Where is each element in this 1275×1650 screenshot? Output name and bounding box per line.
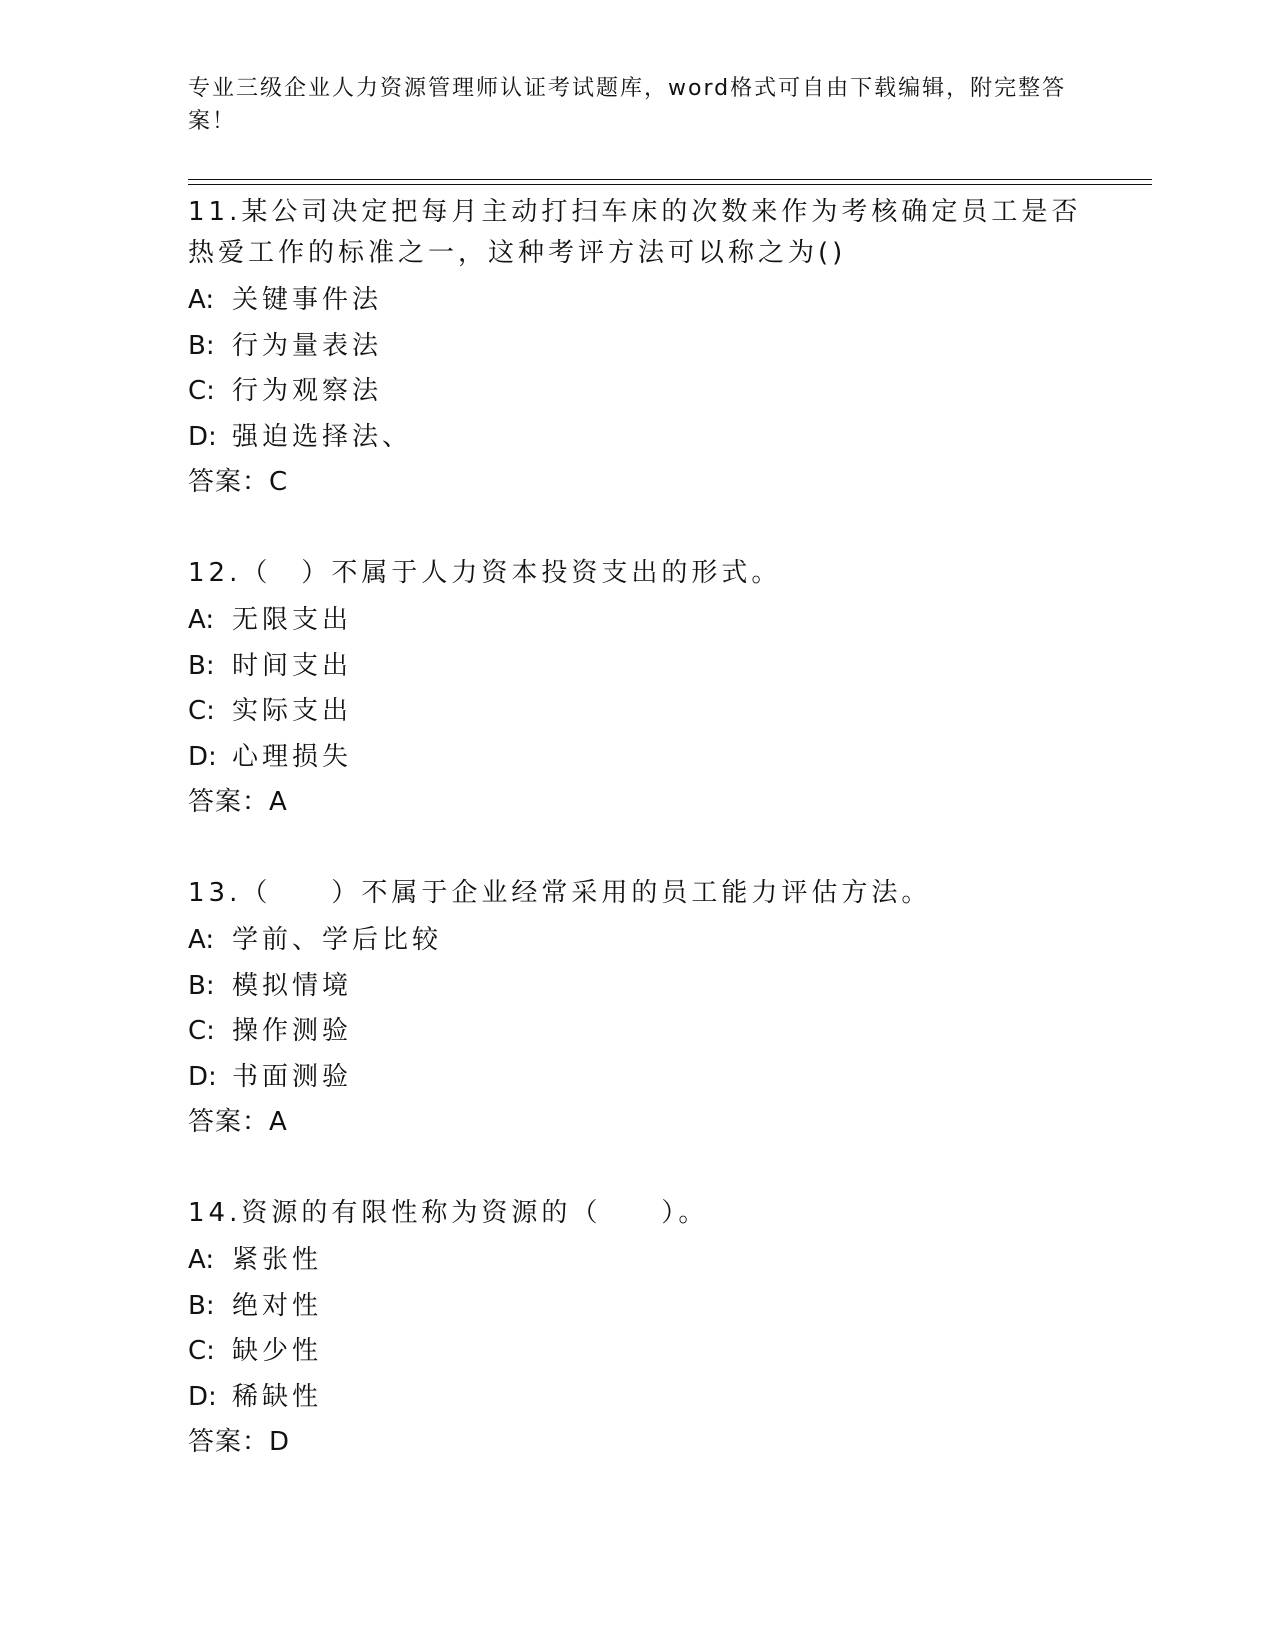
option-letter: D: [188, 421, 217, 452]
option-letter: A: [188, 1245, 215, 1275]
option-c [188, 369, 1088, 415]
question-stem: 14.资源的有限性称为资源的（ ）。 [188, 1198, 709, 1228]
question-14 [188, 1191, 1088, 1465]
option-c [188, 1329, 1088, 1375]
option-letter: B: [188, 970, 215, 1001]
option-a [188, 598, 1088, 644]
document-header: 专业三级企业人力资源管理师认证考试题库，word格式可自由下载编辑，附完整答案！ [188, 76, 1067, 134]
option-letter: B: [188, 650, 215, 681]
header-divider-bottom [188, 184, 1152, 185]
option-b [188, 324, 1088, 370]
question-13 [188, 871, 1088, 1145]
option-text: 书面测验 [232, 1061, 353, 1092]
option-d [188, 1055, 1088, 1101]
option-c [188, 1009, 1088, 1055]
option-text: 强迫选择法、 [232, 421, 413, 452]
answer-line: 答案：C [188, 467, 289, 497]
question-stem: 13.（ ）不属于企业经常采用的员工能力评估方法。 [188, 878, 932, 908]
option-c [188, 689, 1088, 735]
option-b [188, 1284, 1088, 1330]
question-stem: 12.（ ）不属于人力资本投资支出的形式。 [188, 558, 782, 588]
option-text: 行为量表法 [232, 330, 383, 361]
header-divider-top [188, 179, 1152, 180]
option-text: 关键事件法 [232, 285, 383, 315]
option-letter: D: [188, 741, 217, 772]
option-letter: D: [188, 1061, 217, 1092]
option-a [188, 918, 1088, 964]
option-letter: C: [188, 696, 215, 726]
option-letter: C: [188, 1016, 215, 1046]
option-a [188, 278, 1088, 324]
answer-line: 答案：A [188, 1107, 288, 1137]
option-text: 缺少性 [232, 1336, 323, 1366]
question-11 [188, 190, 1088, 505]
option-d [188, 1375, 1088, 1421]
question-stem: 11.某公司决定把每月主动打扫车床的次数来作为考核确定员工是否热爱工作的标准之一，这种考评方法可以称之为() [188, 197, 1082, 268]
option-a [188, 1238, 1088, 1284]
option-text: 模拟情境 [232, 970, 353, 1001]
answer-line: 答案：D [188, 1427, 291, 1457]
option-text: 操作测验 [232, 1016, 353, 1046]
option-b [188, 964, 1088, 1010]
option-letter: C: [188, 376, 215, 406]
option-letter: B: [188, 330, 215, 361]
option-text: 心理损失 [232, 741, 353, 772]
question-list [188, 190, 1088, 1511]
option-text: 行为观察法 [232, 376, 383, 406]
option-text: 学前、学后比较 [232, 925, 443, 955]
option-text: 稀缺性 [232, 1381, 323, 1412]
option-d [188, 415, 1088, 461]
answer-line: 答案：A [188, 787, 288, 817]
option-text: 绝对性 [232, 1290, 323, 1321]
option-d [188, 735, 1088, 781]
option-letter: B: [188, 1290, 215, 1321]
option-letter: C: [188, 1336, 215, 1366]
option-text: 时间支出 [232, 650, 353, 681]
option-text: 紧张性 [232, 1245, 323, 1275]
option-letter: A: [188, 605, 215, 635]
question-12 [188, 551, 1088, 825]
option-letter: D: [188, 1381, 217, 1412]
option-letter: A: [188, 285, 215, 315]
option-text: 实际支出 [232, 696, 353, 726]
option-letter: A: [188, 925, 215, 955]
option-b [188, 644, 1088, 690]
option-text: 无限支出 [232, 605, 353, 635]
